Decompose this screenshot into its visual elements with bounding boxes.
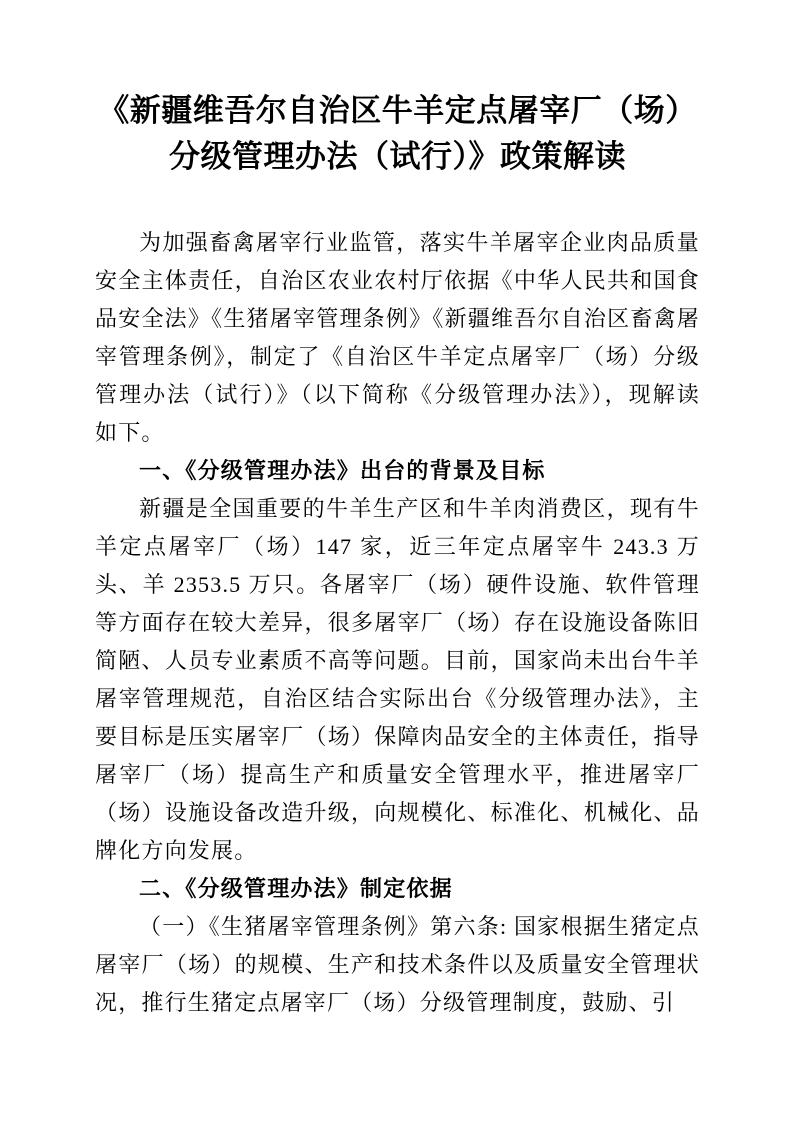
paragraph-intro: 为加强畜禽屠宰行业监管，落实牛羊屠宰企业肉品质量安全主体责任，自治区农业农村厅依据《中华人民共和国食品安全法》《生猪屠宰管理条例》《新疆维吾尔自治区畜禽屠宰管理条例》，制定了《自治区牛羊定点屠宰厂（场）分级管理办法（试行）》（以下简称《分级管理办法》），现解读如下。 <box>95 230 700 445</box>
paragraph-background-goals: 新疆是全国重要的牛羊生产区和牛羊肉消费区，现有牛羊定点屠宰厂（场）147 家，近三年定点屠宰牛 243.3 万头、羊 2353.5 万只。各屠宰厂（场）硬件设施、软件管理等方面存在较大差异，很多屠宰厂（场）存在设施设备陈旧简陋、人员专业素质不高等问题。目前，国家尚未出台牛羊屠宰管理规范，自治区结合实际出台《分级管理办法》，主要目标是压实屠宰厂（场）保障肉品安全的主体责任，指导屠宰厂（场）提高生产和质量安全管理水平，推进屠宰厂（场）设施设备改造升级，向规模化、标准化、机械化、品牌化方向发展。 <box>95 496 700 863</box>
section-heading-1: 一、《分级管理办法》出台的背景及目标 <box>139 458 546 483</box>
document-body <box>95 224 700 1022</box>
paragraph-legal-basis: （一）《生猪屠宰管理条例》第六条: 国家根据生猪定点屠宰厂（场）的规模、生产和技术条件以及质量安全管理状况，推行生猪定点屠宰厂（场）分级管理制度，鼓励、引 <box>95 914 700 1015</box>
document-title <box>95 88 700 180</box>
section-heading-2: 二、《分级管理办法》制定依据 <box>139 876 453 901</box>
document-title-line-1: 《新疆维吾尔自治区牛羊定点屠宰厂（场） <box>98 93 697 128</box>
document-title-line-2: 分级管理办法（试行）》政策解读 <box>169 139 626 174</box>
